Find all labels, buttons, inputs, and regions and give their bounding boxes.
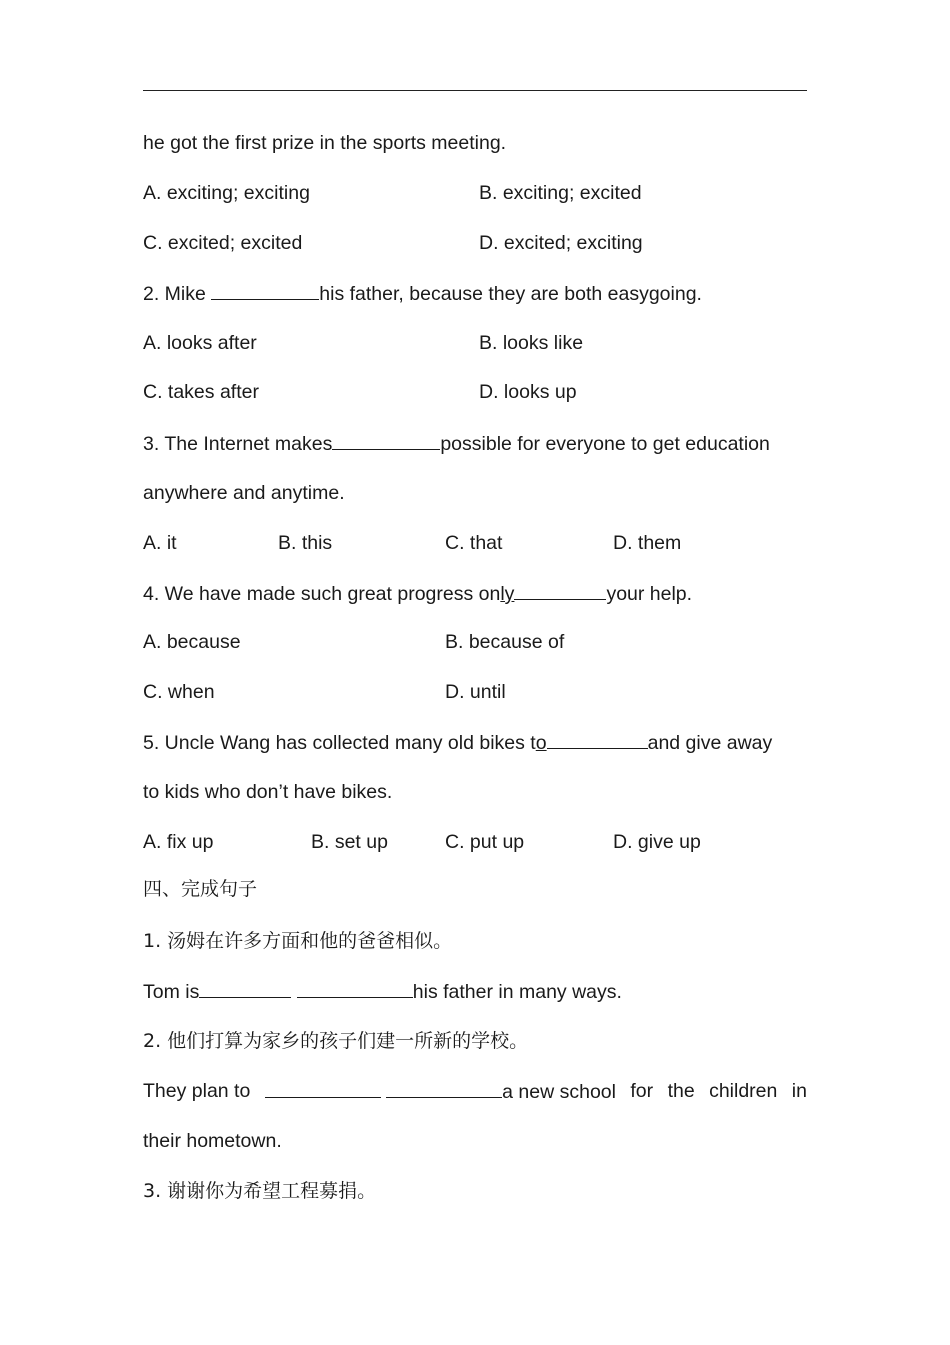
s1-suffix: his father in many ways. xyxy=(412,981,622,1003)
s2-blank-2 xyxy=(386,1079,502,1098)
q2-prefix: 2. Mike xyxy=(143,283,212,305)
q1-option-a: A. exciting; exciting xyxy=(143,182,310,204)
s2-blank-1 xyxy=(265,1079,381,1098)
q1-option-d: D. excited; exciting xyxy=(479,232,643,254)
q3-line2: anywhere and anytime. xyxy=(143,482,345,504)
s1-prefix: Tom is xyxy=(143,981,200,1003)
q2-option-c: C. takes after xyxy=(143,381,259,403)
s2-word-4: children xyxy=(709,1080,778,1102)
q3-option-b: B. this xyxy=(278,532,333,554)
q5-prefix: 5. Uncle Wang has collected many old bikes t xyxy=(143,732,536,754)
section-4-title: 四、完成句子 xyxy=(143,878,258,900)
q4-option-d: D. until xyxy=(445,681,506,703)
q5-blank xyxy=(547,730,648,749)
q2-option-d: D. looks up xyxy=(479,381,577,403)
s2-english xyxy=(143,1079,807,1104)
s3-chinese: 3. 谢谢你为希望工程募捐。 xyxy=(143,1180,377,1202)
q5-suffix: and give away xyxy=(647,732,773,754)
q5-line2: to kids who don’t have bikes. xyxy=(143,781,393,803)
q1-option-c: C. excited; excited xyxy=(143,232,303,254)
q5-option-d: D. give up xyxy=(613,831,701,853)
q5-option-a: A. fix up xyxy=(143,831,214,853)
q5-option-c: C. put up xyxy=(445,831,525,853)
question-3 xyxy=(143,431,770,456)
q3-suffix: possible for everyone to get education xyxy=(440,433,770,455)
q4-option-b: B. because of xyxy=(445,631,565,653)
q2-option-a: A. looks after xyxy=(143,332,257,354)
q3-blank xyxy=(332,431,440,450)
question-2 xyxy=(143,281,702,306)
q4-underlined-part: ly xyxy=(500,583,515,605)
q1-tail-text: he got the first prize in the sports meeting. xyxy=(143,132,507,154)
q1-option-b: B. exciting; excited xyxy=(479,182,642,204)
s2-line2: their hometown. xyxy=(143,1130,282,1152)
q2-suffix: his father, because they are both easygoing. xyxy=(319,283,702,305)
question-4 xyxy=(143,581,692,606)
q3-prefix: 3. The Internet makes xyxy=(143,433,333,455)
s2-chinese: 2. 他们打算为家乡的孩子们建一所新的学校。 xyxy=(143,1030,529,1052)
s2-word-3: the xyxy=(667,1080,695,1102)
q2-blank xyxy=(211,281,319,300)
header-rule xyxy=(143,90,807,91)
q2-option-b: B. looks like xyxy=(479,332,584,354)
s1-blank-1 xyxy=(199,979,291,998)
q4-option-a: A. because xyxy=(143,631,241,653)
q4-blank xyxy=(514,581,606,600)
s1-blank-2 xyxy=(297,979,413,998)
q5-underlined-part: o xyxy=(535,732,547,754)
q4-option-c: C. when xyxy=(143,681,215,703)
s1-chinese: 1. 汤姆在许多方面和他的爸爸相似。 xyxy=(143,930,453,952)
q5-option-b: B. set up xyxy=(311,831,388,853)
question-5 xyxy=(143,730,772,755)
q3-option-d: D. them xyxy=(613,532,682,554)
q4-prefix: 4. We have made such great progress on xyxy=(143,583,501,605)
s2-word-2: for xyxy=(630,1080,654,1102)
q4-suffix: your help. xyxy=(606,583,693,605)
s2-prefix: They plan to xyxy=(143,1080,251,1102)
s2-blanks xyxy=(265,1079,616,1104)
s2-word-1: a new school xyxy=(502,1081,616,1103)
q3-option-c: C. that xyxy=(445,532,503,554)
q3-option-a: A. it xyxy=(143,532,177,554)
s2-word-5: in xyxy=(791,1080,807,1102)
s1-english xyxy=(143,979,622,1004)
